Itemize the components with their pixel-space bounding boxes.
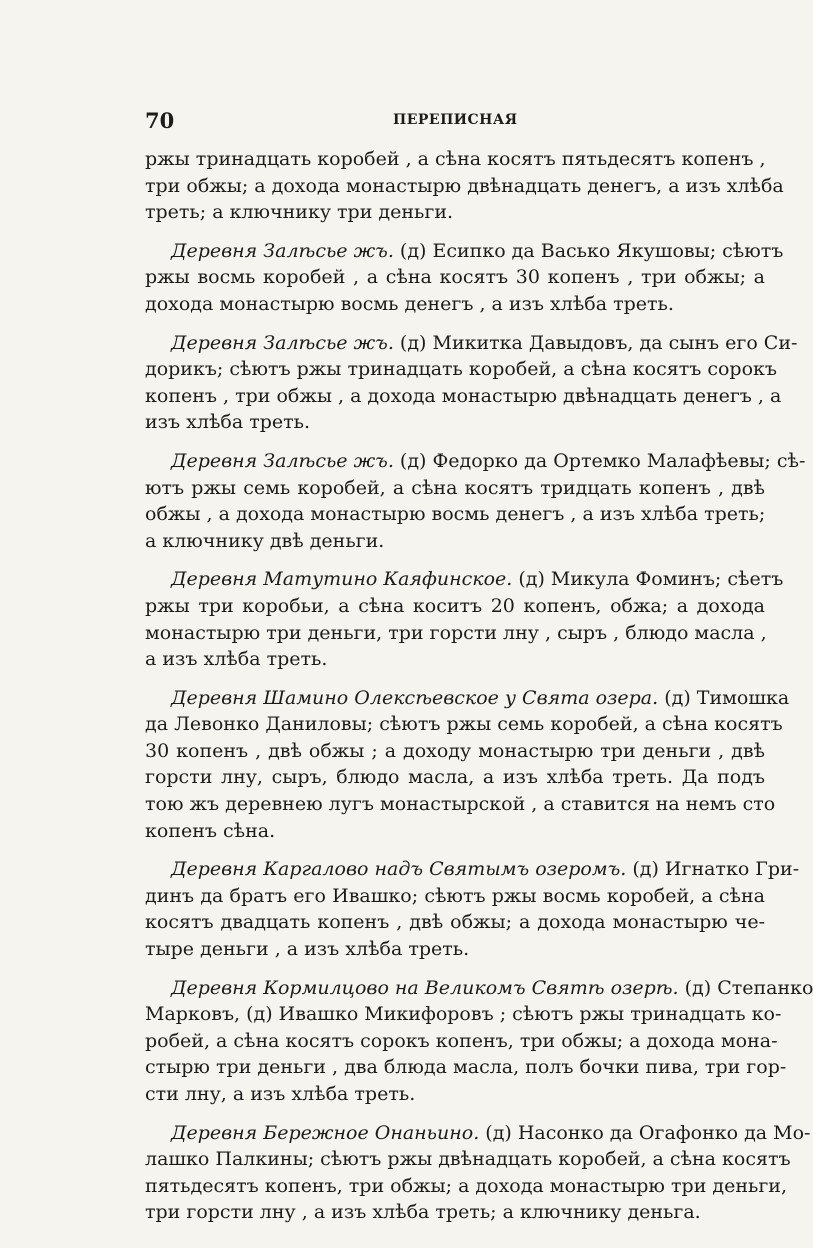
village-entry: [145, 146, 784, 226]
line-text: ржы тринадцать коробей , а сѣна косятъ пятьдесятъ копенъ ,: [145, 148, 766, 170]
text-line: [145, 291, 765, 318]
text-line: [145, 409, 765, 436]
village-name: Деревня Матутино Каяфинское.: [171, 568, 513, 591]
text-line: [145, 1001, 782, 1028]
village-entry: [145, 566, 784, 672]
village-entry: [145, 685, 790, 845]
text-line: [145, 685, 790, 712]
village-entry: [145, 1120, 811, 1226]
page-header: [145, 108, 765, 138]
village-name: Деревня Шамино Олексѣевское у Свята озера.: [171, 686, 659, 709]
line-text: треть; а ключнику три деньги.: [145, 201, 454, 224]
text-line: [145, 1173, 788, 1200]
line-text: (д) Степанко: [678, 976, 813, 999]
line-text: ржы три коробьи, а сѣна коситъ 20 копенъ, обжа; а дохода: [145, 594, 765, 617]
text-line: [145, 711, 783, 738]
line-text: монастырю три деньги, три горсти лну , сыръ , блюдо масла ,: [145, 621, 767, 644]
text-line: [145, 448, 806, 475]
village-entry: [145, 856, 800, 962]
text-line: [145, 475, 765, 502]
line-text: пятьдесятъ копенъ, три обжы; а дохода монастырю три деньги,: [145, 1174, 788, 1197]
line-text: (д) Есипко да Васько Якушовы; сѣютъ: [393, 239, 784, 262]
text-line: [145, 856, 800, 883]
line-text: да Левонко Даниловы; сѣютъ ржы семь коробей, а сѣна косятъ: [145, 713, 783, 736]
text-line: [145, 501, 765, 528]
text-line: [145, 528, 765, 555]
village-name: Деревня Кормилцово на Великомъ Святѣ озерѣ.: [171, 976, 679, 999]
text-line: [145, 936, 765, 963]
line-text: 30 копенъ , двѣ обжы ; а доходу монастырю три деньги , двѣ: [145, 739, 765, 762]
line-text: сти лну, а изъ хлѣба треть.: [145, 1083, 416, 1105]
line-text: тою жъ деревнею лугъ монастырской , а ставится на немъ сто: [145, 793, 776, 816]
text-line: [145, 238, 784, 265]
village-name: Деревня Залѣсье жъ.: [171, 239, 394, 262]
text-line: [145, 818, 765, 845]
line-text: (д) Игнатко Гри-: [626, 858, 800, 881]
text-line: [145, 1054, 787, 1081]
line-text: (д) Тимошка: [658, 686, 790, 709]
village-entry: [145, 975, 813, 1108]
line-text: обжы , а дохода монастырю восмь денегъ , а изъ хлѣба треть;: [145, 503, 766, 526]
text-line: [145, 1028, 778, 1055]
village-entry: [145, 238, 784, 318]
line-text: лашко Палкины; сѣютъ ржы двѣнадцать коробей, а сѣна косятъ: [145, 1148, 791, 1171]
text-line: [145, 1120, 811, 1147]
village-name: Деревня Бережное Онаньино.: [171, 1121, 480, 1144]
line-text: динъ да братъ его Ивашко; сѣютъ ржы восмь коробей, а сѣна: [145, 884, 765, 907]
line-text: а ключнику двѣ деньги.: [145, 529, 385, 552]
text-line: [145, 330, 798, 357]
text-line: [145, 146, 765, 173]
village-entry: [145, 448, 806, 554]
line-text: (д) Федорко да Ортемко Малафѣевы; сѣ-: [393, 449, 806, 472]
text-line: [145, 909, 765, 936]
line-text: косятъ двадцать копенъ , двѣ обжы; а дохода монастырю че-: [145, 911, 765, 934]
text-line: [145, 738, 765, 765]
line-text: стырю три деньги , два блюда масла, полъ бочки пива, три гор-: [145, 1056, 787, 1079]
line-text: (д) Микула Фоминъ; сѣетъ: [512, 568, 784, 591]
line-text: копенъ сѣна.: [145, 819, 276, 842]
line-text: (д) Микитка Давыдовъ, да сынъ его Си-: [393, 331, 798, 354]
line-text: изъ хлѣба треть.: [145, 411, 311, 434]
village-entry: [145, 330, 798, 436]
text-line: [145, 356, 777, 383]
page-number: 70: [145, 108, 175, 133]
text-line: [145, 791, 776, 818]
line-text: тыре деньги , а изъ хлѣба треть.: [145, 938, 470, 961]
line-text: дорикъ; сѣютъ ржы тринадцать коробей, а сѣна косятъ сорокъ: [145, 358, 777, 381]
text-line: [145, 383, 782, 410]
village-name: Деревня Каргалово надъ Святымъ озеромъ.: [171, 858, 627, 881]
line-text: Марковъ, (д) Ивашко Микифоровъ ; сѣютъ ржы тринадцать ко-: [145, 1003, 782, 1026]
text-line: [145, 764, 765, 791]
line-text: робей, а сѣна косятъ сорокъ копенъ, три обжы; а дохода мона-: [145, 1029, 778, 1052]
line-text: (д) Насонко да Огафонко да Мо-: [479, 1121, 811, 1144]
village-name: Деревня Залѣсье жъ.: [171, 331, 394, 354]
text-line: [145, 646, 765, 673]
text-line: [145, 566, 784, 593]
line-text: три обжы; а дохода монастырю двѣнадцать денегъ, а изъ хлѣба: [145, 174, 784, 197]
line-text: копенъ , три обжы , а дохода монастырю двѣнадцать денегъ , а: [145, 384, 782, 407]
text-line: [145, 173, 784, 200]
village-name: Деревня Залѣсье жъ.: [171, 449, 394, 472]
text-line: [145, 1146, 791, 1173]
text-line: [145, 593, 765, 620]
body-text: [145, 146, 813, 1238]
text-line: [145, 975, 813, 1002]
line-text: три горсти лну , а изъ хлѣба треть; а ключнику деньга.: [145, 1201, 701, 1224]
line-text: ютъ ржы семь коробей, а сѣна косятъ тридцать копенъ , двѣ: [145, 476, 765, 499]
line-text: а изъ хлѣба треть.: [145, 648, 328, 671]
text-line: [145, 199, 765, 226]
text-line: [145, 883, 765, 910]
running-title: ПЕРЕПИСНАЯ: [393, 112, 518, 128]
text-line: [145, 620, 765, 647]
text-line: [145, 1081, 765, 1108]
line-text: ржы восмь коробей , а сѣна косятъ 30 копенъ , три обжы; а: [145, 266, 765, 289]
line-text: дохода монастырю восмь денегъ , а изъ хлѣба треть.: [145, 292, 674, 315]
text-line: [145, 264, 765, 291]
text-line: [145, 1199, 765, 1226]
line-text: горсти лну, сыръ, блюдо масла, а изъ хлѣба треть. Да подъ: [145, 766, 765, 789]
